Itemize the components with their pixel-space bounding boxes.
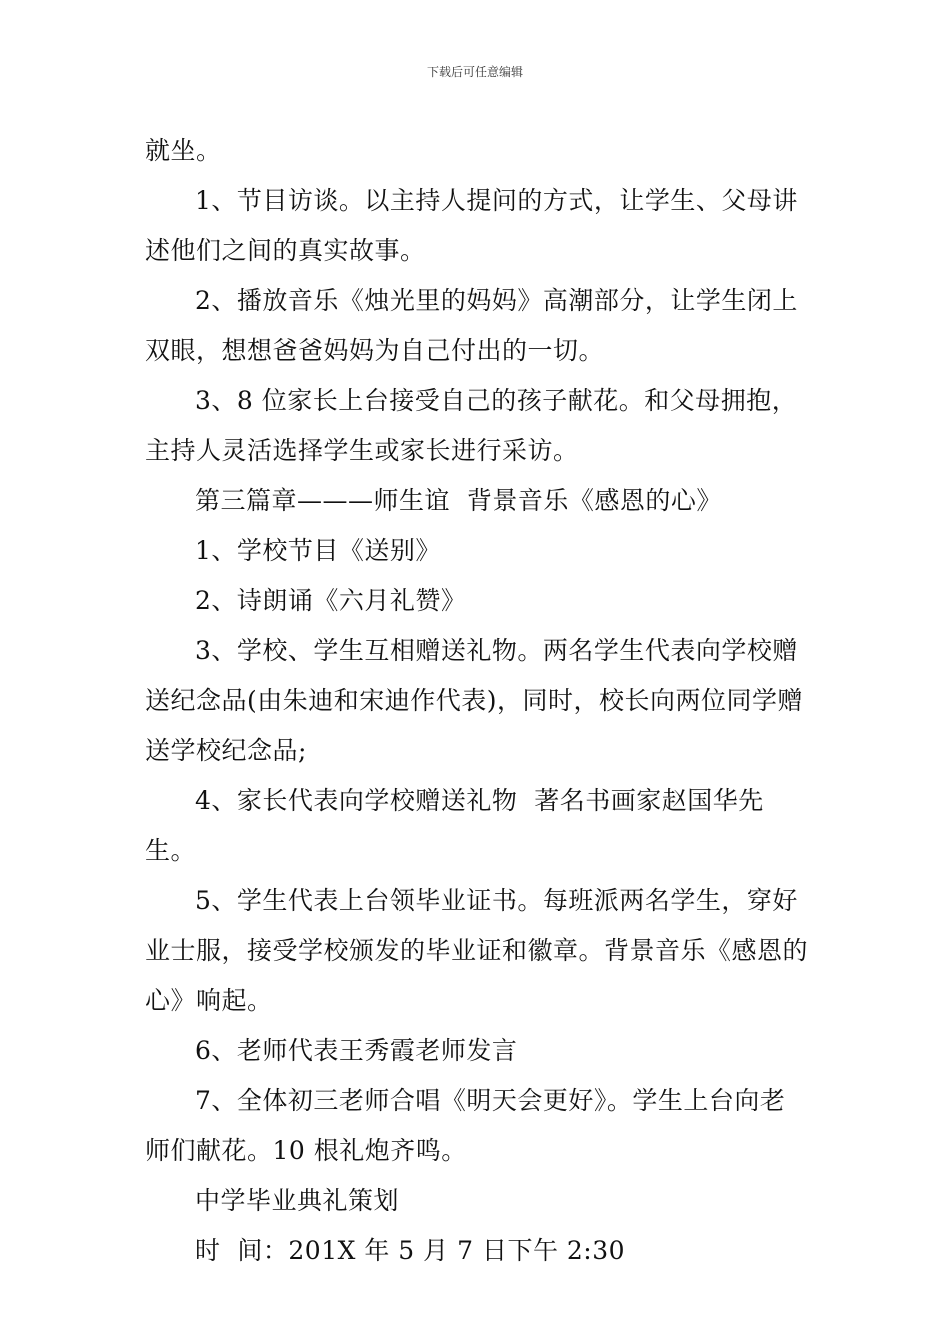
paragraph-item-diplomas: 5、学生代表上台领毕业证书。每班派两名学生，穿好业士服，接受学校颁发的毕业证和徽章。背景音乐《感恩的心》响起。 xyxy=(145,886,809,1015)
paragraph-item-teacher-speech: 6、老师代表王秀霞老师发言 xyxy=(195,1036,518,1065)
paragraph-item-school-program: 1、学校节目《送别》 xyxy=(195,536,441,565)
paragraph-item-gifts: 3、学校、学生互相赠送礼物。两名学生代表向学校赠送纪念品(由朱迪和宋迪作代表)，同时，校长向两位同学赠送学校纪念品; xyxy=(145,636,804,765)
paragraph-item-interview: 1、节目访谈。以主持人提问的方式，让学生、父母讲述他们之间的真实故事。 xyxy=(145,186,798,265)
paragraph-seating: 就坐。 xyxy=(145,136,222,165)
section-heading-chapter-three: 第三篇章———师生谊 背景音乐《感恩的心》 xyxy=(195,486,722,515)
paragraph-item-music: 2、播放音乐《烛光里的妈妈》高潮部分，让学生闭上双眼，想想爸爸妈妈为自己付出的一切。 xyxy=(145,286,798,365)
document-body xyxy=(145,126,810,1276)
paragraph-item-chorus: 7、全体初三老师合唱《明天会更好》。学生上台向老师们献花。10 根礼炮齐鸣。 xyxy=(145,1086,786,1165)
section-heading-ceremony-plan: 中学毕业典礼策划 xyxy=(195,1186,400,1215)
paragraph-item-poem: 2、诗朗诵《六月礼赞》 xyxy=(195,586,467,615)
page-header-note: 下载后可任意编辑 xyxy=(426,65,523,79)
paragraph-time: 时 间：201X 年 5 月 7 日下午 2:30 xyxy=(195,1236,626,1265)
paragraph-item-parent-gift: 4、家长代表向学校赠送礼物 著名书画家赵国华先生。 xyxy=(145,786,764,865)
paragraph-item-flowers: 3、8 位家长上台接受自己的孩子献花。和父母拥抱，主持人灵活选择学生或家长进行采访。 xyxy=(145,386,798,465)
